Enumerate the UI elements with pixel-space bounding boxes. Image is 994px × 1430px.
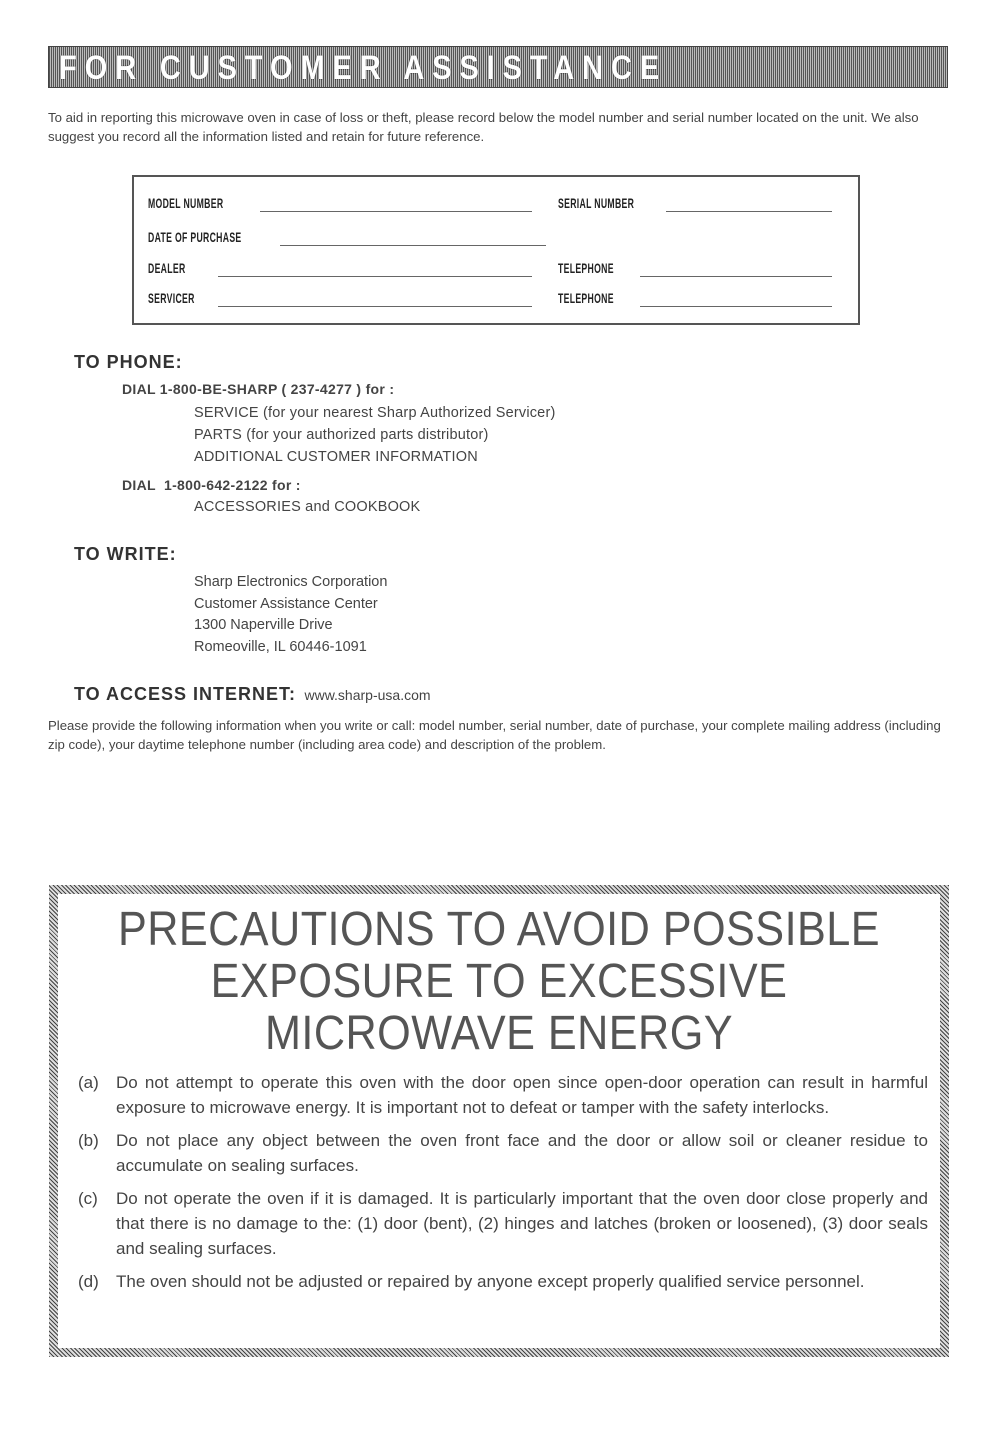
precaution-marker: (d) — [78, 1272, 99, 1291]
telephone-label-1: TELEPHONE — [558, 260, 614, 276]
precaution-item — [78, 1186, 928, 1261]
address-line: Romeoville, IL 60446-1091 — [194, 638, 367, 655]
precaution-marker: (c) — [78, 1189, 98, 1208]
precaution-marker: (a) — [78, 1073, 99, 1092]
dial-be-sharp: DIAL 1-800-BE-SHARP ( 237-4277 ) for : — [122, 381, 395, 397]
precaution-text: Do not place any object between the oven front face and the door or allow soil or cleaner residue to accumulate on sealing surfaces. — [116, 1131, 928, 1175]
telephone-field-2[interactable] — [640, 306, 832, 307]
precautions-title-line: EXPOSURE TO EXCESSIVE — [210, 955, 788, 1008]
to-write-heading: TO WRITE: — [74, 544, 177, 564]
precautions-title-line: MICROWAVE ENERGY — [264, 1007, 734, 1060]
mailing-address — [194, 572, 387, 658]
precaution-text: Do not attempt to operate this oven with the door open since open-door operation can result in harmful exposure to microwave energy. It is important not to defeat or tamper with the safety interlocks. — [116, 1073, 928, 1117]
to-phone-heading: TO PHONE: — [74, 352, 183, 372]
date-of-purchase-field[interactable] — [280, 245, 546, 246]
additional-info-item: ADDITIONAL CUSTOMER INFORMATION — [194, 449, 478, 465]
address-line: Sharp Electronics Corporation — [194, 574, 388, 590]
precaution-item — [78, 1269, 928, 1294]
precaution-marker: (b) — [78, 1131, 99, 1150]
precautions-title — [58, 904, 940, 1060]
precaution-text: Do not operate the oven if it is damaged. It is particularly important that the oven door close properly and that there is no damage to the: (1) door (bent), (2) hinges and latches (broken or loosened), (3) door seals and sealing surfaces. — [116, 1189, 928, 1258]
telephone-label-2: TELEPHONE — [558, 290, 614, 306]
precaution-item — [78, 1070, 928, 1120]
precautions-list — [78, 1070, 928, 1302]
service-item: SERVICE (for your nearest Sharp Authorized Servicer) — [194, 405, 556, 421]
serial-number-label: SERIAL NUMBER — [558, 195, 635, 211]
banner-title: FOR CUSTOMER ASSISTANCE — [59, 49, 667, 87]
to-access-row — [74, 684, 431, 705]
intro-paragraph: To aid in reporting this microwave oven in case of loss or theft, please record below the model number and serial number located on the unit. We also suggest you record all the information listed and retain for future reference. — [48, 110, 919, 144]
precaution-item — [78, 1128, 928, 1178]
record-form-box — [132, 175, 860, 325]
precaution-text: The oven should not be adjusted or repaired by anyone except properly qualified service personnel. — [116, 1272, 865, 1291]
dial-accessories: DIAL 1-800-642-2122 for : — [122, 477, 301, 493]
precautions-box — [49, 885, 949, 1357]
customer-assistance-banner — [48, 46, 948, 88]
accessories-item: ACCESSORIES and COOKBOOK — [194, 499, 421, 515]
servicer-field[interactable] — [218, 306, 532, 307]
precautions-title-line: PRECAUTIONS TO AVOID POSSIBLE — [117, 903, 881, 956]
address-line: 1300 Naperville Drive — [194, 617, 333, 633]
parts-item: PARTS (for your authorized parts distributor) — [194, 427, 489, 443]
address-line: Customer Assistance Center — [194, 595, 378, 612]
website-url[interactable]: www.sharp-usa.com — [304, 687, 431, 703]
closing-paragraph: Please provide the following information when you write or call: model number, serial number, date of purchase, your complete mailing address (including zip code), your daytime telephone number (including area code) and description of the problem. — [48, 718, 941, 752]
telephone-field-1[interactable] — [640, 276, 832, 277]
serial-number-field[interactable] — [666, 211, 832, 212]
date-of-purchase-label: DATE OF PURCHASE — [148, 229, 242, 245]
model-number-label: MODEL NUMBER — [148, 195, 224, 211]
dealer-label: DEALER — [148, 260, 186, 276]
servicer-label: SERVICER — [148, 290, 195, 306]
dealer-field[interactable] — [218, 276, 532, 277]
to-access-heading: TO ACCESS INTERNET: — [74, 684, 297, 704]
model-number-field[interactable] — [260, 211, 532, 212]
